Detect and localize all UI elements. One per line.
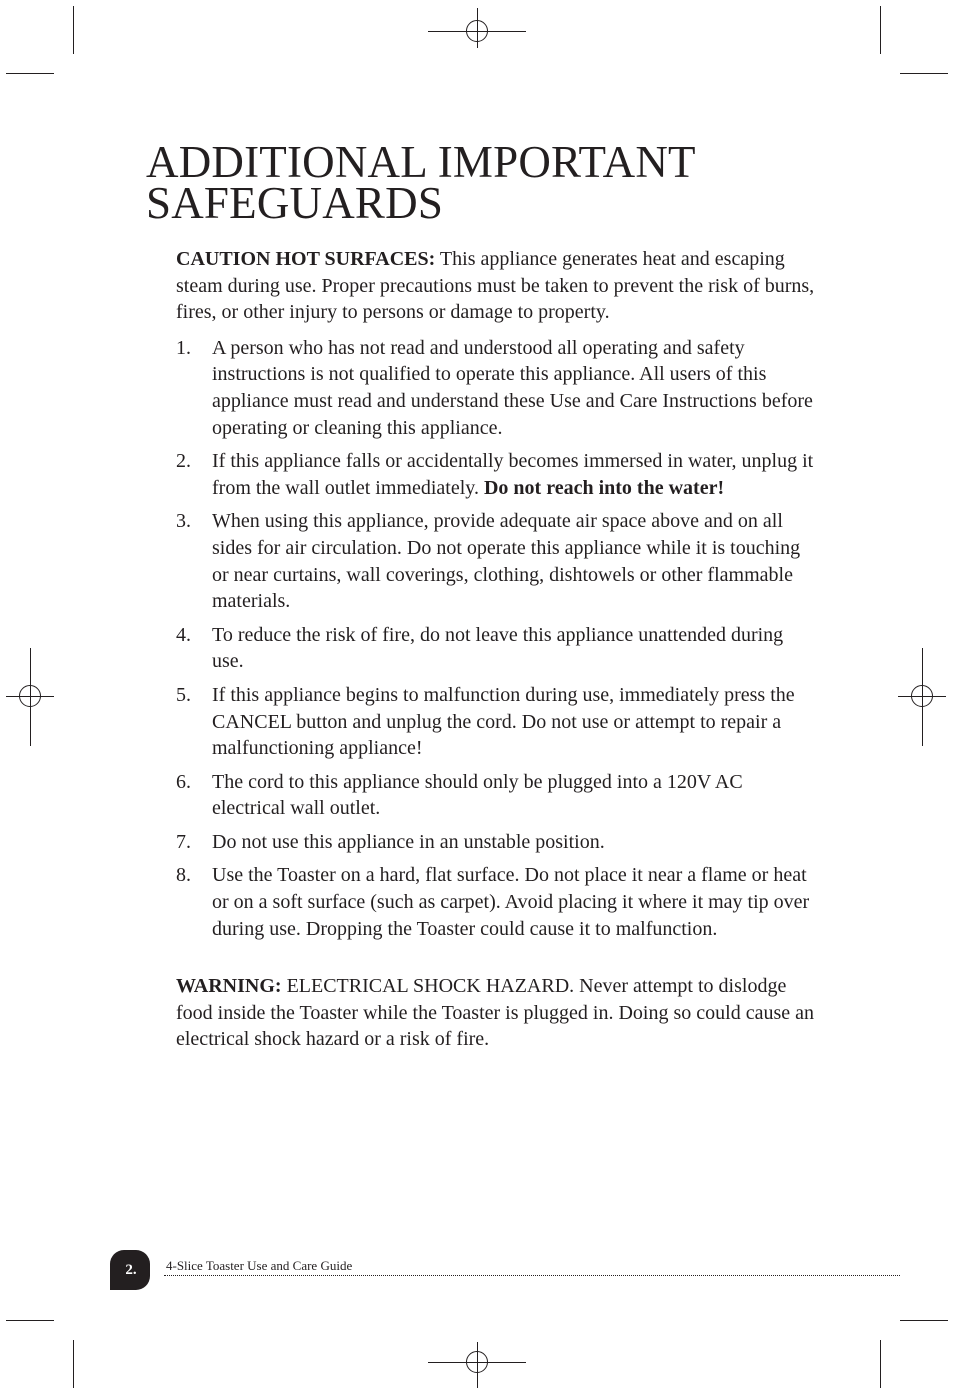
page-title-line-1: ADDITIONAL IMPORTANT (146, 137, 696, 187)
list-item-bold-text: Do not reach into the water! (483, 476, 725, 499)
list-item (176, 335, 816, 441)
list-item (176, 862, 816, 942)
list-item-text: If this appliance falls or accidentally becomes immersed in water, unplug it from the wall outlet immediately. (212, 450, 814, 499)
footer-dotted-rule (164, 1275, 900, 1276)
list-item (176, 682, 816, 762)
page-title-line-2: SAFEGUARDS (146, 178, 444, 228)
warning-paragraph (176, 973, 816, 1053)
list-item-number: 3. (176, 510, 191, 533)
list-item (176, 448, 816, 501)
page-number-badge: 2. (110, 1250, 150, 1290)
caution-label: CAUTION HOT SURFACES: (176, 248, 436, 270)
caution-text: This appliance generates heat and escaping steam during use. Proper precautions must be taken to prevent the risk of burns, fires, or other injury to persons or damage to property. (176, 248, 815, 324)
list-item-number: 5. (176, 683, 191, 706)
list-item-number: 1. (176, 336, 191, 359)
warning-text: ELECTRICAL SHOCK HAZARD. Never attempt to dislodge food inside the Toaster while the Toaster is plugged in. Doing so could cause an electrical shock hazard or a risk of fire. (176, 975, 814, 1051)
page-title (146, 137, 846, 228)
list-item-text: Do not use this appliance in an unstable position. (212, 830, 605, 853)
list-item-number: 6. (176, 770, 191, 793)
list-item-number: 7. (176, 830, 191, 853)
footer-guide-title: 4-Slice Toaster Use and Care Guide (166, 1258, 353, 1273)
list-item-text: The cord to this appliance should only be plugged into a 120V AC electrical wall outlet. (212, 770, 743, 820)
list-item (176, 769, 816, 822)
list-item (176, 622, 816, 675)
list-item-text: A person who has not read and understood all operating and safety instructions is not qualified to operate this appliance. All users of this appliance must read and understand these Use and Care Instructions before operating or cleaning this appliance. (212, 336, 813, 439)
list-item-text: If this appliance begins to malfunction during use, immediately press the CANCEL button and unplug the cord. Do not use or attempt to repair a malfunctioning appliance! (212, 683, 795, 760)
list-item-text: To reduce the risk of fire, do not leave this appliance unattended during use. (212, 623, 784, 673)
list-item-number: 8. (176, 864, 191, 887)
list-item (176, 508, 816, 614)
warning-label: WARNING: (176, 975, 282, 998)
list-item-number: 2. (176, 450, 191, 473)
list-item-text: Use the Toaster on a hard, flat surface. Do not place it near a flame or heat or on a soft surface (such as carpet). Avoid placing it where it may tip over during use. Dropping the Toaster could cause it to malfunction. (212, 864, 810, 940)
safeguards-content (176, 246, 816, 1053)
list-item-number: 4. (176, 623, 191, 646)
safeguards-list (176, 335, 816, 942)
list-item-text: When using this appliance, provide adequate air space above and on all sides for air circulation. Do not operate this appliance while it is touching or near curtains, wall coverings, clothing, dishtowels or other flammable materials. (212, 510, 801, 613)
list-item (176, 829, 816, 856)
caution-paragraph (176, 246, 816, 326)
